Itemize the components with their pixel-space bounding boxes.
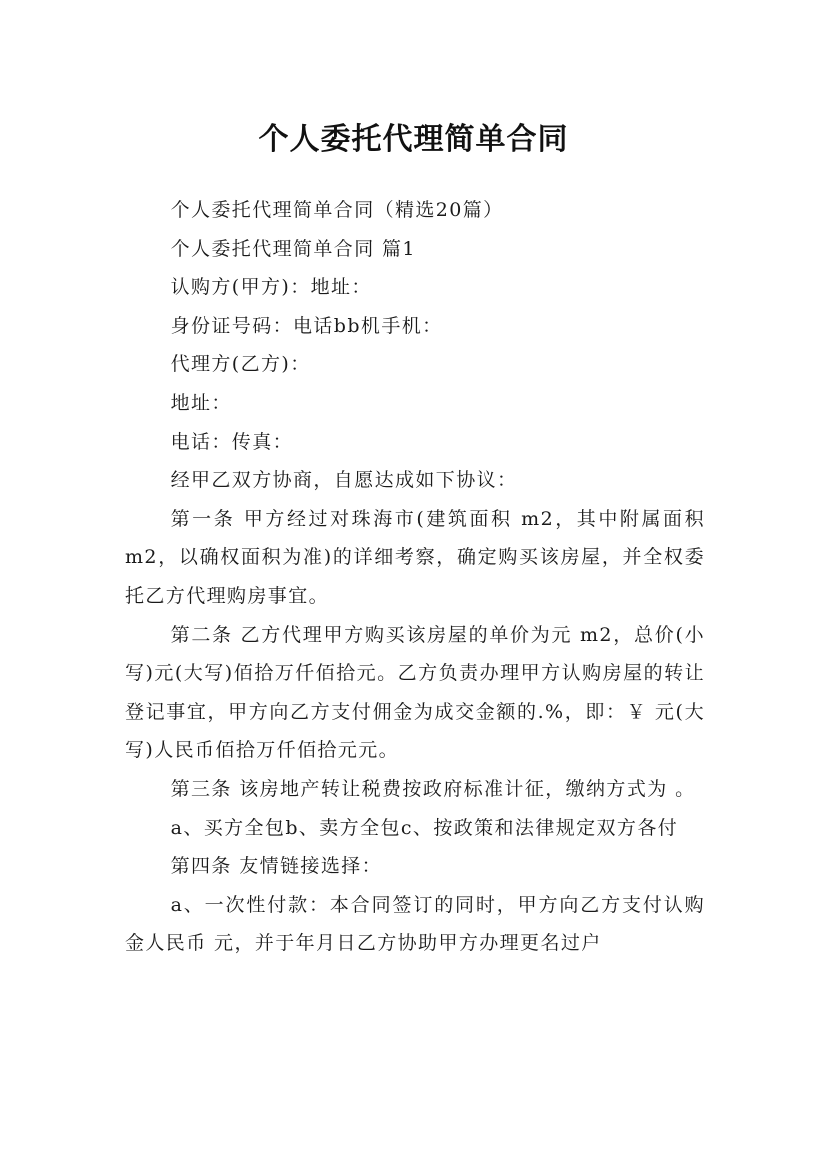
document-title: 个人委托代理简单合同 xyxy=(258,122,569,158)
paragraph-agent: 代理方(乙方)： xyxy=(170,353,311,376)
paragraph-tax-options: a、买方全包b、卖方全包c、按政策和法律规定双方各付 xyxy=(170,816,679,839)
document-body xyxy=(125,191,705,963)
paragraph-article-title: 个人委托代理简单合同 篇1 xyxy=(170,237,416,260)
paragraph-agreement: 经甲乙双方协商，自愿达成如下协议： xyxy=(170,469,518,492)
paragraph-phone: 电话：传真： xyxy=(170,430,293,453)
paragraph-address: 地址： xyxy=(170,391,232,414)
paragraph-article-4: 第四条 友情链接选择： xyxy=(170,855,383,878)
paragraph-article-3: 第三条 该房地产转让税费按政府标准计征，缴纳方式为 。 xyxy=(170,777,696,800)
paragraph-article-1: 第一条 甲方经过对珠海市(建筑面积 m2，其中附属面积m2，以确权面积为准)的详细考察，确定购买该房屋，并全权委托乙方代理购房事宜。 xyxy=(125,507,705,607)
paragraph-payment: a、一次性付款：本合同签订的同时，甲方向乙方支付认购金人民币 元，并于年月日乙方协助甲方办理更名过户 xyxy=(125,893,705,955)
paragraph-id-number: 身份证号码：电话bb机手机： xyxy=(170,314,443,337)
paragraph-buyer: 认购方(甲方)：地址： xyxy=(170,276,372,299)
paragraph-heading: 个人委托代理简单合同（精选20篇） xyxy=(170,199,504,221)
paragraph-article-2: 第二条 乙方代理甲方购买该房屋的单价为元 m2，总价(小写)元(大写)佰拾万仟佰拾元。乙方负责办理甲方认购房屋的转让登记事宜，甲方向乙方支付佣金为成交金额的.%，即：￥ 元(大写)人民币佰拾万仟佰拾元元。 xyxy=(125,623,705,762)
